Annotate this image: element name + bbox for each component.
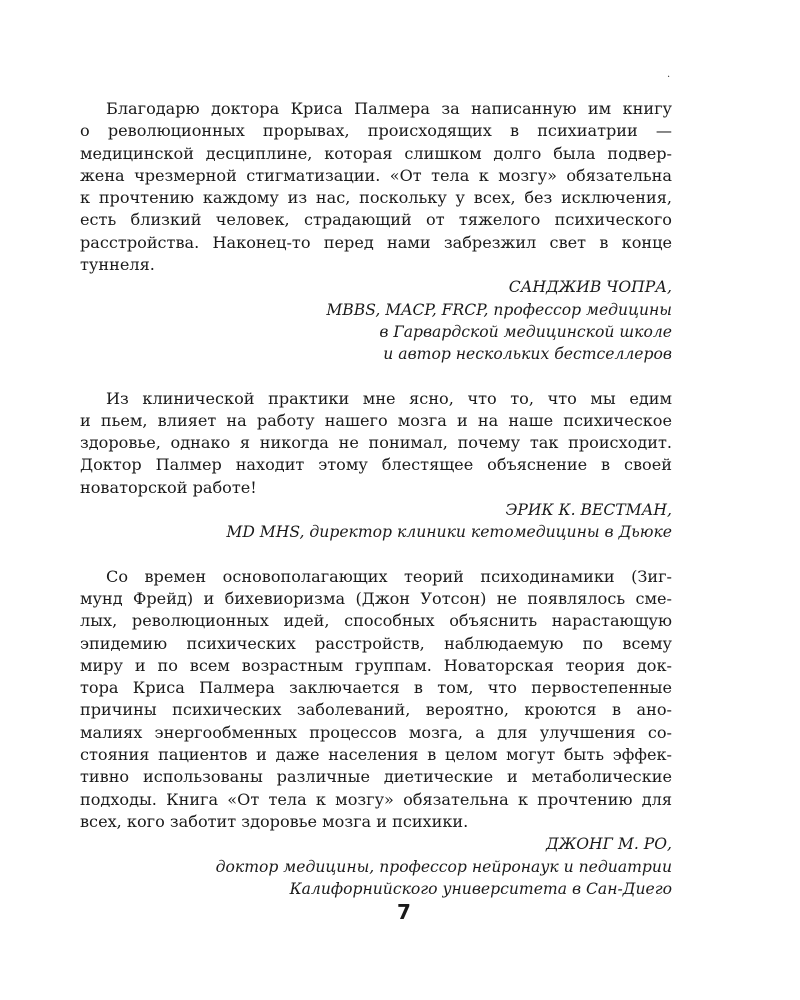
text-line: стояния пациентов и даже населения в целом могут быть эффек- bbox=[80, 745, 672, 765]
text-line: новаторской работе! bbox=[80, 477, 257, 497]
spacer bbox=[80, 366, 672, 388]
endorsement-1-text bbox=[80, 98, 672, 276]
page-body bbox=[80, 98, 672, 900]
text-line: есть близкий человек, страдающий от тяжелого психического bbox=[80, 210, 672, 230]
endorsement-1-attribution bbox=[80, 276, 672, 365]
endorsement-3-text bbox=[80, 566, 672, 834]
author-credentials: Калифорнийского университета в Сан-Диего bbox=[289, 879, 672, 898]
author-credentials: доктор медицины, профессор нейронаук и педиатрии bbox=[215, 857, 672, 876]
author-credentials: MD MHS, директор клиники кетомедицины в Дьюке bbox=[226, 523, 672, 542]
text-line: миру и по всем возрастным группам. Новаторская теория док- bbox=[80, 655, 672, 675]
text-line: Из клинической практики мне ясно, что то, что мы едим bbox=[106, 388, 672, 408]
author-credentials: в Гарвардской медицинской школе bbox=[379, 322, 672, 341]
text-line: о революционных прорывах, происходящих в психиатрии — bbox=[80, 121, 672, 141]
author-name: ЭРИК К. ВЕСТМАН, bbox=[505, 501, 672, 520]
text-line: тора Криса Палмера заключается в том, что первостепенные bbox=[80, 678, 672, 698]
text-line: мунд Фрейд) и бихевиоризма (Джон Уотсон) не появлялось сме- bbox=[80, 588, 672, 608]
text-line: подходы. Книга «От тела к мозгу» обязательна к прочтению для bbox=[80, 789, 672, 809]
text-line: малиях энергообменных процессов мозга, а для улучшения со- bbox=[80, 722, 672, 742]
author-credentials: MBBS, MACP, FRCP, профессор медицины bbox=[326, 300, 672, 319]
text-line: Доктор Палмер находит этому блестящее объяснение в своей bbox=[80, 455, 672, 475]
text-line: здоровье, однако я никогда не понимал, почему так происходит. bbox=[80, 433, 672, 453]
text-line: Со времен основополагающих теорий психодинамики (Зиг- bbox=[106, 566, 672, 586]
endorsement-3-attribution bbox=[80, 833, 672, 900]
endorsement-2-attribution bbox=[80, 499, 672, 544]
spacer bbox=[80, 544, 672, 566]
page-number: 7 bbox=[397, 900, 411, 924]
author-name: САНДЖИВ ЧОПРА, bbox=[508, 278, 672, 297]
text-line: и пьем, влияет на работу нашего мозга и на наше психическое bbox=[80, 410, 672, 430]
text-line: туннеля. bbox=[80, 255, 155, 275]
text-line: расстройства. Наконец-то перед нами забрезжил свет в конце bbox=[80, 232, 672, 252]
author-name: ДЖОНГ М. РО, bbox=[546, 835, 672, 854]
text-line: причины психических заболеваний, вероятно, кроются в ано- bbox=[80, 700, 672, 720]
text-line: жена чрезмерной стигматизации. «От тела к мозгу» обязательна bbox=[80, 165, 672, 185]
text-line: эпидемию психических расстройств, наблюдаемую по всему bbox=[80, 633, 672, 653]
corner-mark: . bbox=[667, 69, 671, 80]
text-line: всех, кого заботит здоровье мозга и психики. bbox=[80, 811, 469, 831]
text-line: лых, революционных идей, способных объяснить нарастающую bbox=[80, 611, 672, 631]
text-line: Благодарю доктора Криса Палмера за написанную им книгу bbox=[106, 99, 672, 118]
text-line: медицинской десциплине, которая слишком долго была подвер- bbox=[80, 143, 672, 163]
author-credentials: и автор нескольких бестселлеров bbox=[383, 345, 672, 364]
text-line: тивно использованы различные диетические и метаболические bbox=[80, 767, 672, 787]
endorsement-2-text bbox=[80, 388, 672, 499]
text-line: к прочтению каждому из нас, поскольку у всех, без исключения, bbox=[80, 188, 672, 208]
